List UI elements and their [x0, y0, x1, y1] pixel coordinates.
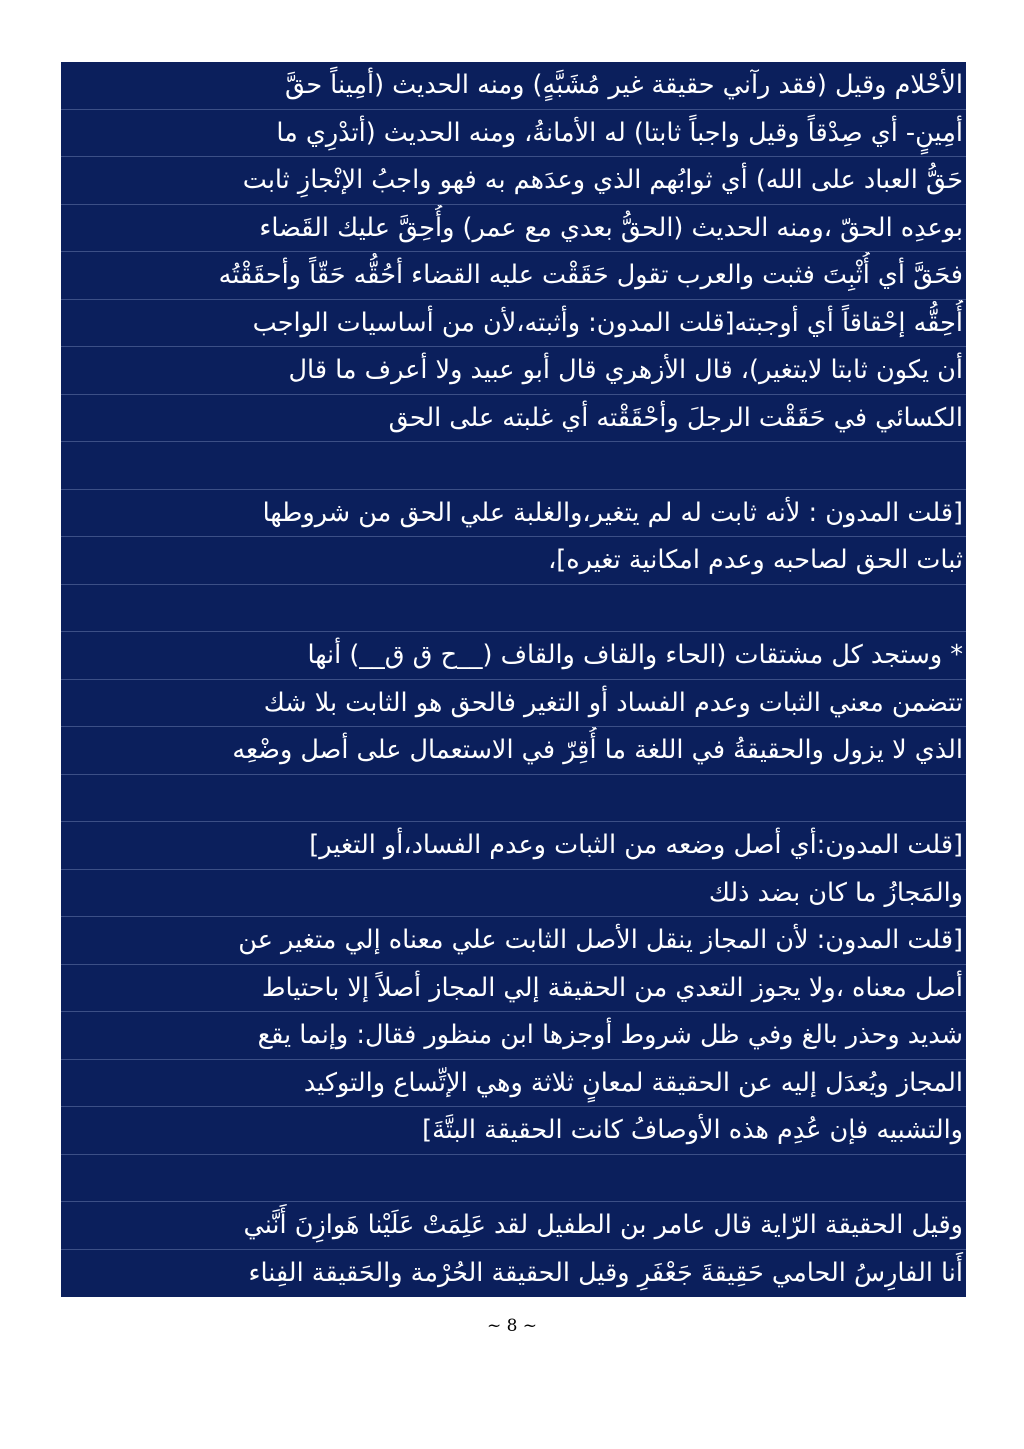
- text-line: تتضمن معني الثبات وعدم الفساد أو التغير فالحق هو الثابت بلا شك: [61, 680, 966, 728]
- text-line: شديد وحذر بالغ وفي ظل شروط أوجزها ابن منظور فقال: وإنما يقع: [61, 1012, 966, 1060]
- text-line: فحَقَّ أي أُثْبِتَ فثبت والعرب تقول حَقَقْت عليه القضاء أحُقُّه حَقّاً وأحقَقْتُه: [61, 252, 966, 300]
- text-line: [قلت المدون:أي أصل وضعه من الثبات وعدم الفساد،أو التغير]: [61, 822, 966, 870]
- blank-line: [61, 775, 966, 823]
- blank-line: [61, 585, 966, 633]
- text-line: ثبات الحق لصاحبه وعدم امكانية تغيره]،: [61, 537, 966, 585]
- text-line: أَنا الفارِسُ الحامي حَقِيقةَ جَعْفَرِ وقيل الحقيقة الحُرْمة والحَقيقة الفِناء: [248, 1257, 963, 1288]
- text-line: * وستجد كل مشتقات (الحاء والقاف والقاف (__ح ق ق__) أنها: [61, 632, 966, 680]
- text-line: والمَجازُ ما كان بضد ذلك: [61, 870, 966, 918]
- text-line: وقيل الحقيقة الرّاية قال عامر بن الطفيل لقد عَلِمَتْ عَلَيْنا هَوازِنَ أَنَّني: [61, 1202, 966, 1250]
- text-line: الذي لا يزول والحقيقةُ في اللغة ما أُقِرّ في الاستعمال على أصل وضْعِه: [61, 727, 966, 775]
- text-line: أن يكون ثابتا لايتغير)، قال الأزهري قال أبو عبيد ولا أعرف ما قال: [61, 347, 966, 395]
- text-line: حَقُّ العباد على الله) أي ثوابُهم الذي وعدَهم به فهو واجبُ الإنْجازِ ثابت: [61, 157, 966, 205]
- page-number: ~ 8 ~: [486, 1316, 538, 1336]
- text-line: بوعدِه الحقّ ،ومنه الحديث (الحقُّ بعدي مع عمر) وأُحِقَّ عليك القَضاء: [61, 205, 966, 253]
- text-line: أصل معناه ،ولا يجوز التعدي من الحقيقة إلي المجاز أصلاً إلا باحتياط: [61, 965, 966, 1013]
- text-line: الكسائي في حَقَقْت الرجلَ وأحْقَقْته أي غلبته على الحق: [61, 395, 966, 443]
- text-line: [قلت المدون : لأنه ثابت له لم يتغير،والغلبة علي الحق من شروطها: [61, 490, 966, 538]
- text-panel: [61, 62, 966, 1297]
- text-line: المجاز ويُعدَل إليه عن الحقيقة لمعانٍ ثلاثة وهي الإتِّساع والتوكيد: [61, 1060, 966, 1108]
- text-line: الأحْلام وقيل (فقد رآني حقيقة غير مُشَبَّهٍ) ومنه الحديث (أمِيناً حقَّ: [61, 62, 966, 110]
- blank-line: [61, 442, 966, 490]
- blank-line: [61, 1155, 966, 1203]
- text-line: والتشبيه فإن عُدِم هذه الأوصافُ كانت الحقيقة البتَّةَ]: [61, 1107, 966, 1155]
- text-line: أمِينٍ- أي صِدْقاً وقيل واجباً ثابتا) له الأمانةُ، ومنه الحديث (أتدْرِي ما: [61, 110, 966, 158]
- text-line: [قلت المدون: لأن المجاز ينقل الأصل الثابت علي معناه إلي متغير عن: [61, 917, 966, 965]
- text-line: أُحِقُّه إحْقاقاً أي أوجبته[قلت المدون: وأثبته،لأن من أساسيات الواجب: [61, 300, 966, 348]
